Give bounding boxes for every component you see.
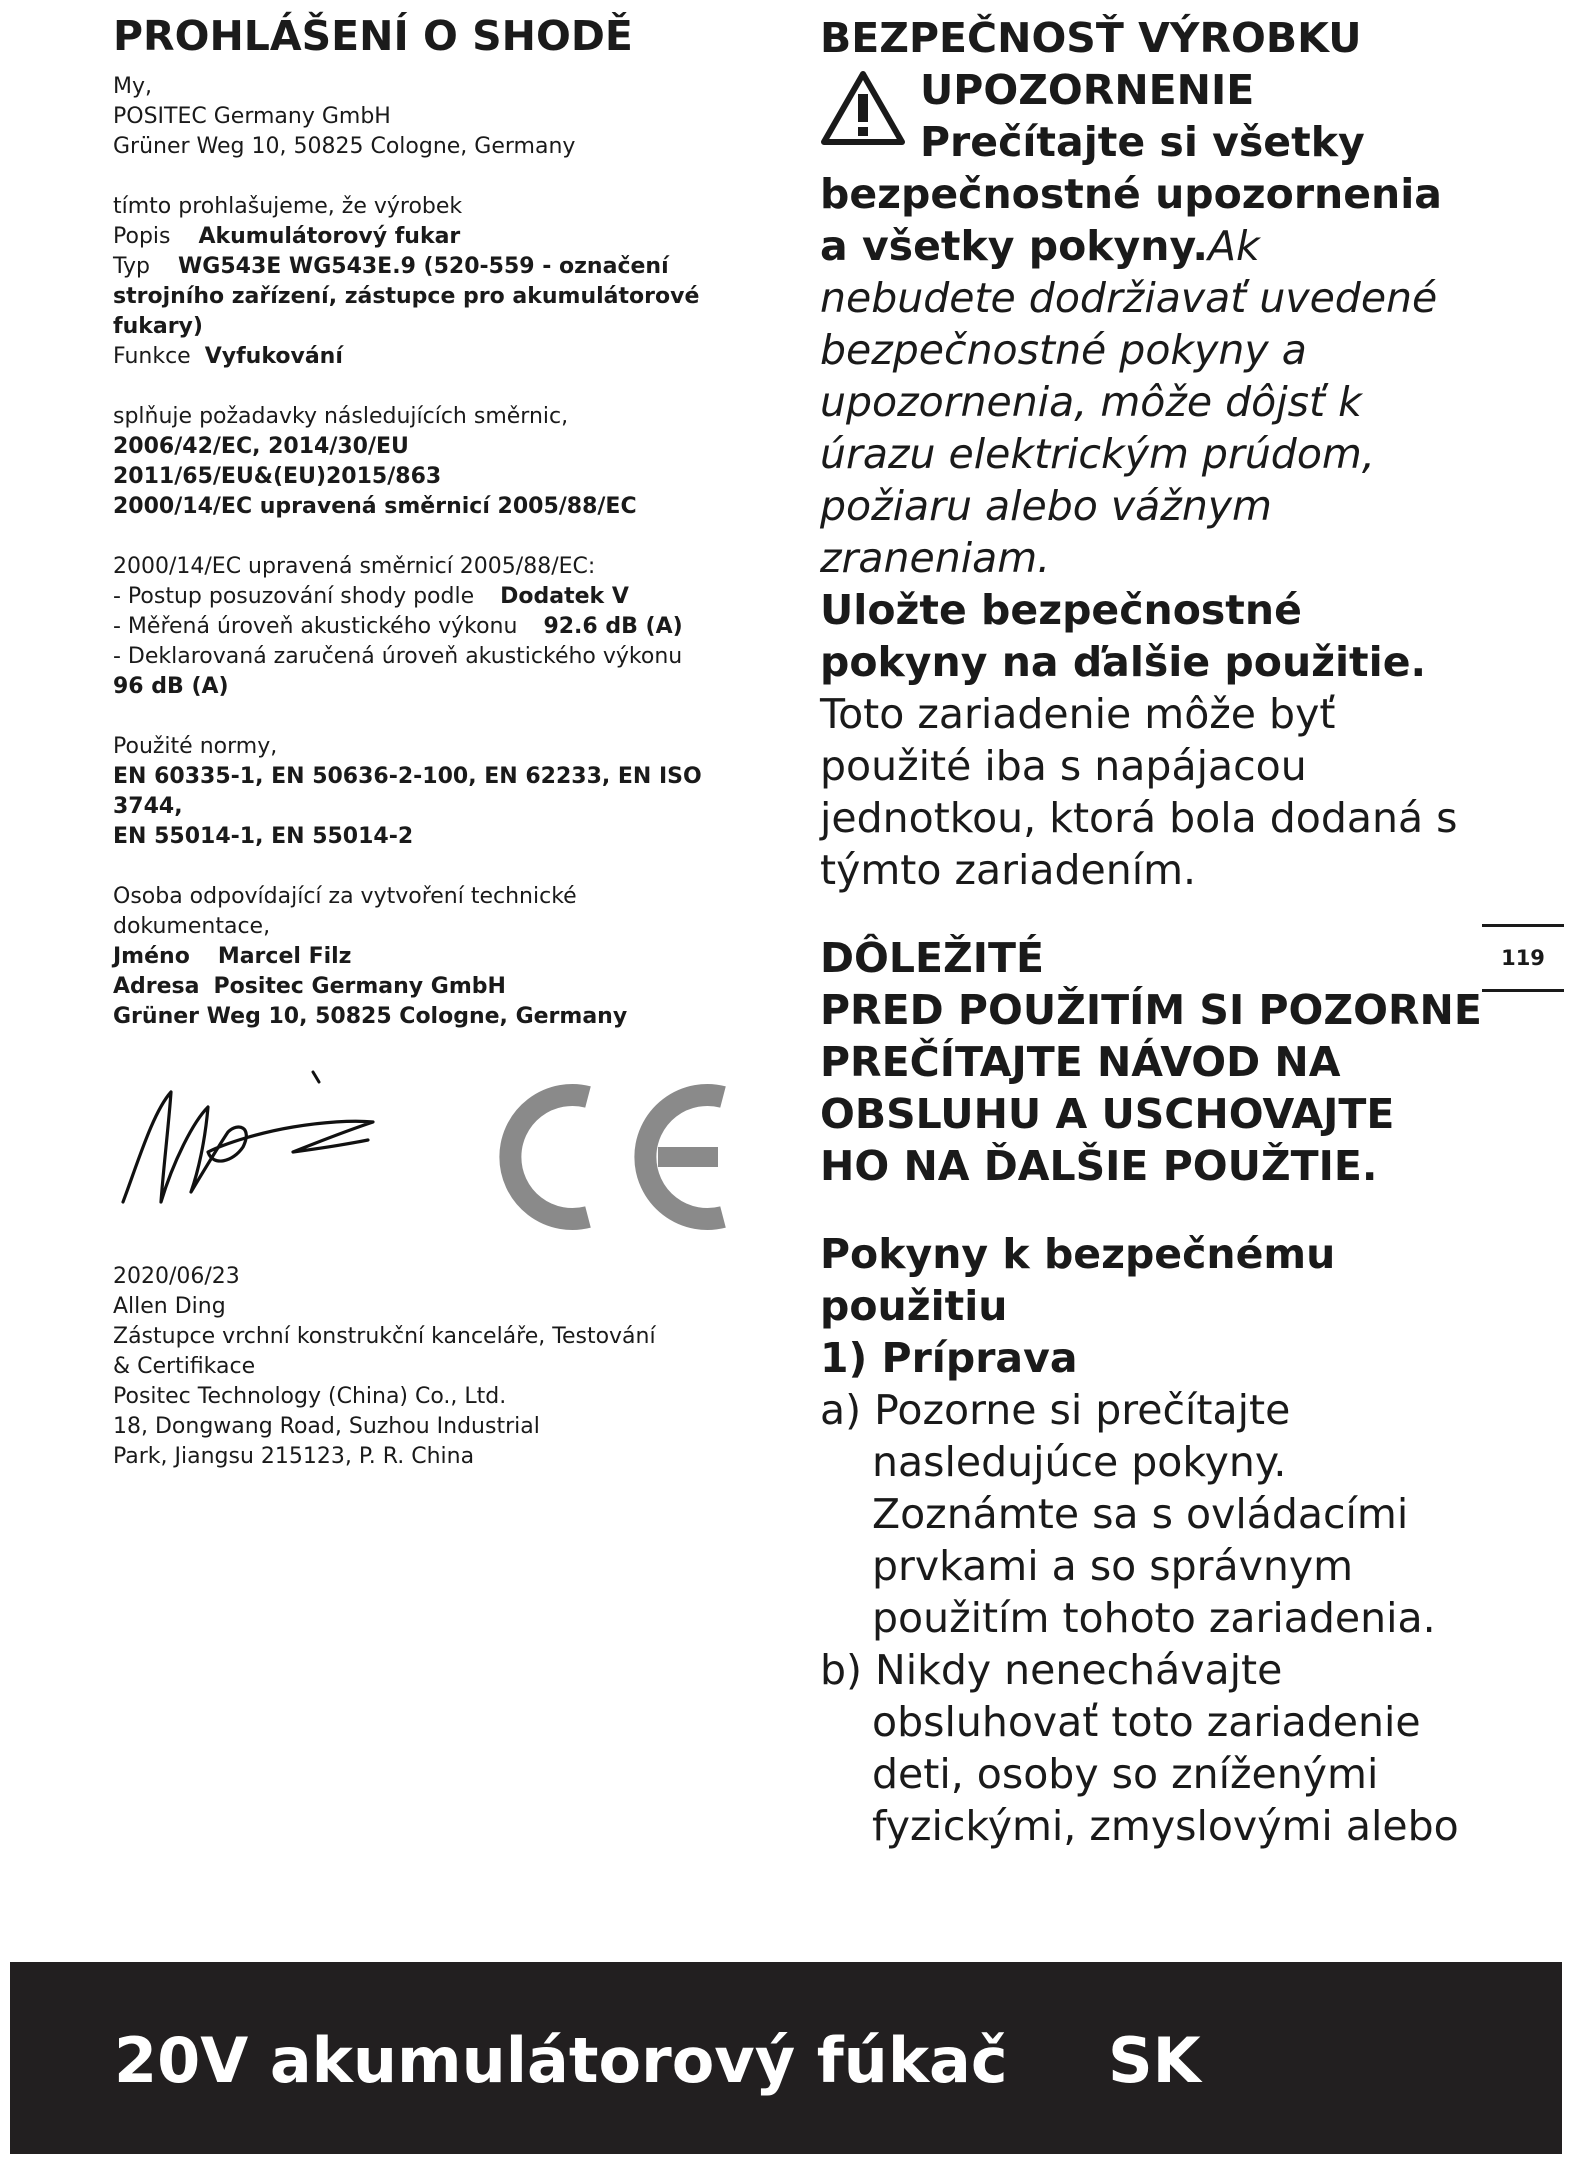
noise-proc-value: Dodatek V [500, 584, 629, 609]
warning-bold-3: a všetky pokyny. [820, 222, 1208, 270]
type-value-cont-1: strojního zařízení, zástupce pro akumulátorové [113, 284, 700, 309]
name-row [113, 942, 773, 972]
save-line-1: Uložte bezpečnostné [820, 586, 1302, 634]
complies-line: splňuje požadavky následujících směrnic, [113, 404, 569, 429]
decl-org-addr-1: 18, Dongwang Road, Suzhou Industrial [113, 1414, 540, 1439]
declaration-section [113, 12, 773, 1472]
page-number: 119 [1482, 924, 1564, 992]
safety-title: BEZPEČNOSŤ VÝROBKU [820, 14, 1362, 62]
directive-2: 2011/65/EU&(EU)2015/863 [113, 464, 442, 489]
standards-1: EN 60335-1, EN 50636-2-100, EN 62233, EN ISO 3744, [113, 764, 702, 819]
company-line: POSITEC Germany GmbH [113, 104, 391, 129]
important-2: PRED POUŽITÍM SI POZORNE [820, 986, 1482, 1034]
addr-row-2: Grüner Weg 10, 50825 Cologne, Germany [113, 1004, 628, 1029]
person-line-1: Osoba odpovídající za vytvoření technické [113, 884, 577, 909]
declare-line: tímto prohlašujeme, že výrobek [113, 194, 463, 219]
important-1: DÔLEŽITÉ [820, 934, 1044, 982]
warning-heading: UPOZORNENIE [920, 66, 1255, 114]
addr-label: Adresa [113, 974, 200, 999]
item-a-1: a) Pozorne si prečítajte [820, 1386, 1291, 1434]
decl-role-1: Zástupce vrchní konstrukční kanceláře, Testování [113, 1324, 656, 1349]
func-value: Vyfukování [204, 344, 343, 369]
noise-proc-row: - Postup posuzování shody podle Dodatek V [113, 584, 629, 609]
declaration-title: PROHLÁŠENÍ O SHODĚ [113, 12, 633, 60]
important-4: OBSLUHU A USCHOVAJTE [820, 1090, 1395, 1138]
item-b-1: b) Nikdy nenechávajte [820, 1646, 1283, 1694]
save-line-2: pokyny na ďalšie použitie. [820, 638, 1427, 686]
name-value: Marcel Filz [217, 944, 352, 969]
footer-title: 20V akumulátorový fúkač [114, 2024, 1008, 2097]
item-b-2: obsluhovať toto zariadenie [872, 1698, 1421, 1746]
noise-decl-row: - Deklarovaná zaručená úroveň akustického výkonu [113, 644, 683, 669]
desc-label: Popis [113, 224, 171, 249]
we-line: My, [113, 74, 152, 99]
warning-triangle-icon [820, 70, 906, 146]
device-line-2: použité iba s napájacou [820, 742, 1307, 790]
warning-italic-4: upozornenia, môže dôjsť k [820, 378, 1362, 426]
noise-meas-value: 92.6 dB (A) [543, 614, 683, 639]
safety-section [820, 12, 1500, 1852]
device-line-1: Toto zariadenie môže byť [820, 690, 1336, 738]
important-5: HO NA ĎALŠIE POUŽTIE. [820, 1142, 1378, 1190]
type-label: Typ [113, 254, 150, 279]
instructions-heading-2: použitiu [820, 1282, 1008, 1330]
func-row [113, 342, 773, 372]
type-row [113, 252, 773, 282]
decl-date: 2020/06/23 [113, 1264, 240, 1289]
instructions-heading-1: Pokyny k bezpečnému [820, 1230, 1336, 1278]
footer-language: SK [1108, 2024, 1201, 2097]
item-a-3: Zoznámte sa s ovládacími [872, 1490, 1409, 1538]
person-line-2: dokumentace, [113, 914, 271, 939]
item-a-4: prvkami a so správnym [872, 1542, 1354, 1590]
decl-org-addr-2: Park, Jiangsu 215123, P. R. China [113, 1444, 475, 1469]
warning-bold-1: Prečítajte si všetky [920, 118, 1365, 166]
warning-row [820, 64, 1500, 116]
warning-italic-3: bezpečnostné pokyny a [820, 326, 1307, 374]
signature-area [113, 1052, 773, 1262]
footer-band [10, 1962, 1562, 2154]
directive-1: 2006/42/EC, 2014/30/EU [113, 434, 409, 459]
warning-bold-3-row [820, 220, 1500, 272]
preparation-heading: 1) Príprava [820, 1334, 1078, 1382]
item-b-3: deti, osoby so zníženými [872, 1750, 1379, 1798]
addr-value: Positec Germany GmbH [213, 974, 506, 999]
standards-label: Použité normy, [113, 734, 278, 759]
warning-italic-7: zraneniam. [820, 534, 1051, 582]
noise-meas-row: - Měřená úroveň akustického výkonu 92.6 dB (A) [113, 614, 683, 639]
important-3: PREČÍTAJTE NÁVOD NA [820, 1038, 1341, 1086]
directive-3: 2000/14/EC upravená směrnicí 2005/88/EC [113, 494, 637, 519]
item-a-2: nasledujúce pokyny. [872, 1438, 1287, 1486]
warning-italic-6: požiaru alebo vážnym [820, 482, 1273, 530]
type-value-cont-2: fukary) [113, 314, 203, 339]
item-a-5: použitím tohoto zariadenia. [872, 1594, 1436, 1642]
signature-graphic [113, 1052, 453, 1252]
warning-italic-5: úrazu elektrickým prúdom, [820, 430, 1375, 478]
noise-heading: 2000/14/EC upravená směrnicí 2005/88/EC: [113, 554, 596, 579]
desc-row [113, 222, 773, 252]
func-label: Funkce [113, 344, 191, 369]
name-label: Jméno [113, 944, 190, 969]
device-line-4: týmto zariadením. [820, 846, 1197, 894]
desc-value: Akumulátorový fukar [198, 224, 461, 249]
warning-italic-2: nebudete dodržiavať uvedené [820, 274, 1438, 322]
address-line: Grüner Weg 10, 50825 Cologne, Germany [113, 134, 576, 159]
noise-decl-value: 96 dB (A) [113, 674, 229, 699]
standards-2: EN 55014-1, EN 55014-2 [113, 824, 414, 849]
decl-signer: Allen Ding [113, 1294, 226, 1319]
type-value: WG543E WG543E.9 (520-559 - označení [178, 254, 669, 279]
ce-mark [498, 1077, 738, 1237]
item-b-4: fyzickými, zmyslovými alebo [872, 1802, 1459, 1850]
device-line-3: jednotkou, ktorá bola dodaná s [820, 794, 1458, 842]
decl-org: Positec Technology (China) Co., Ltd. [113, 1384, 507, 1409]
warning-italic-1: Ak [1207, 222, 1260, 270]
warning-bold-2: bezpečnostné upozornenia [820, 170, 1442, 218]
addr-row [113, 972, 773, 1002]
decl-role-2: & Certifikace [113, 1354, 256, 1379]
